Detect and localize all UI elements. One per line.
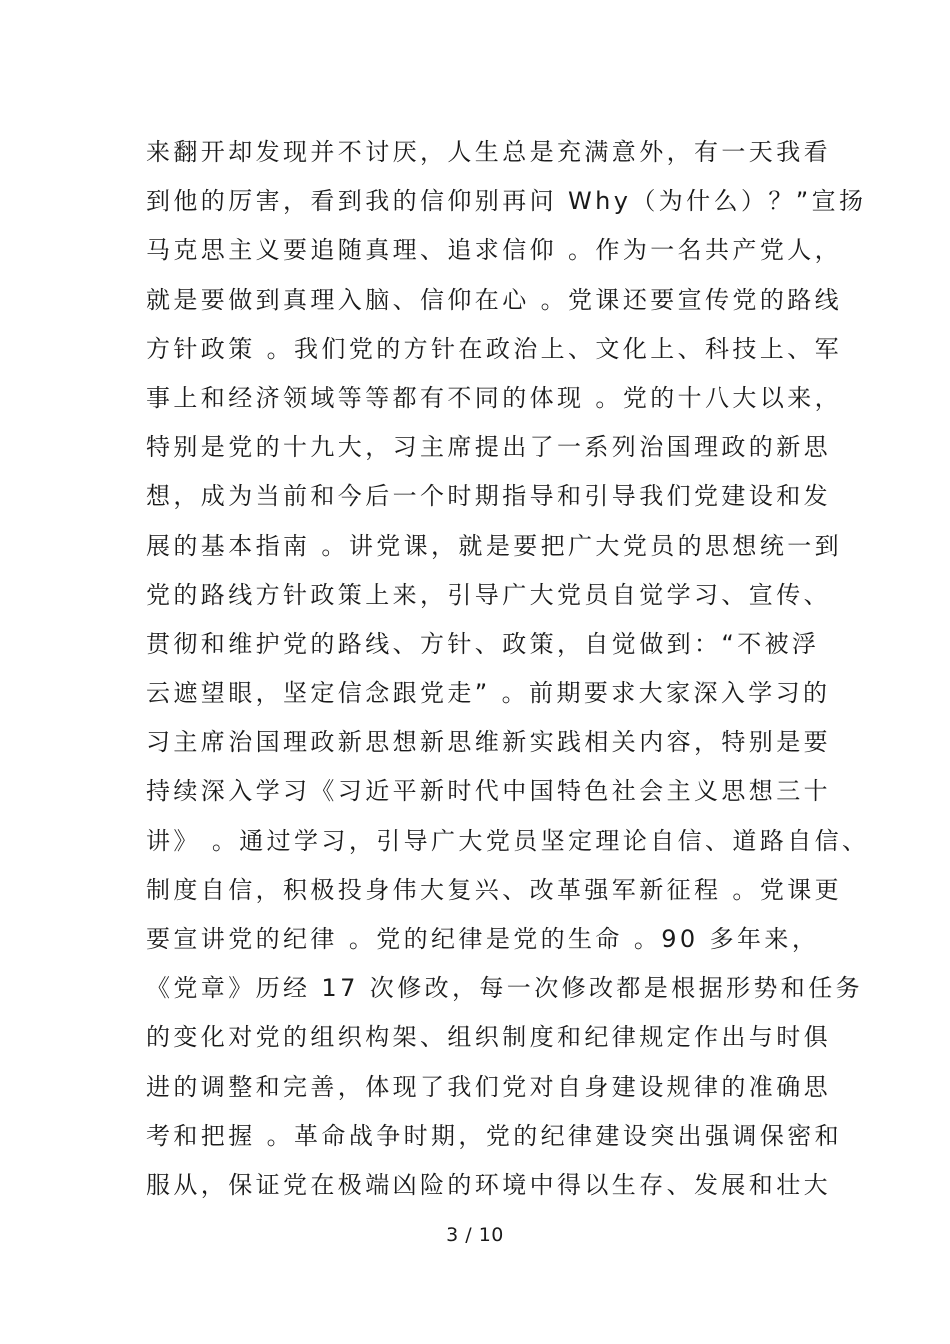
text-line: 的变化对党的组织构架、组织制度和纪律规定作出与时俱 <box>146 1023 831 1052</box>
text-line: 云遮望眼，坚定信念跟党走” 。前期要求大家深入学习的 <box>146 679 831 708</box>
text-line: 事上和经济领域等等都有不同的体现 。党的十八大以来， <box>146 383 843 412</box>
text-line: 想，成为当前和今后一个时期指导和引导我们党建设和发 <box>146 482 831 511</box>
text-line: 方针政策 。我们党的方针在政治上、文化上、科技上、军 <box>146 334 843 363</box>
text-line: 制度自信，积极投身伟大复兴、改革强军新征程 。党课更 <box>146 875 843 904</box>
text-line: 《党章》历经 17 次修改，每一次修改都是根据形势和任务 <box>146 974 863 1003</box>
text-line: 考和把握 。革命战争时期，党的纪律建设突出强调保密和 <box>146 1121 843 1150</box>
text-line: 到他的厉害，看到我的信仰别再问 Why（为什么）？”宣扬 <box>146 187 867 216</box>
text-line: 特别是党的十九大，习主席提出了一系列治国理政的新思 <box>146 433 831 462</box>
text-line: 服从，保证党在极端凶险的环境中得以生存、发展和壮大 <box>146 1170 831 1199</box>
text-line: 马克思主义要追随真理、追求信仰 。作为一名共产党人， <box>146 236 843 265</box>
text-line: 展的基本指南 。讲党课，就是要把广大党员的思想统一到 <box>146 531 843 560</box>
text-line: 要宣讲党的纪律 。党的纪律是党的生命 。90 多年来， <box>146 925 820 953</box>
body-text <box>146 128 870 1210</box>
page-number: 3 / 10 <box>446 1224 504 1246</box>
text-line: 持续深入学习《习近平新时代中国特色社会主义思想三十 <box>146 777 831 806</box>
text-line: 贯彻和维护党的路线、方针、政策，自觉做到：“不被浮 <box>146 629 820 658</box>
text-line: 党的路线方针政策上来，引导广大党员自觉学习、宣传、 <box>146 580 831 609</box>
text-line: 进的调整和完善，体现了我们党对自身建设规律的准确思 <box>146 1072 831 1101</box>
text-line: 习主席治国理政新思想新思维新实践相关内容，特别是要 <box>146 728 831 757</box>
text-line: 来翻开却发现并不讨厌，人生总是充满意外，有一天我看 <box>146 138 831 166</box>
text-line: 讲》 。通过学习，引导广大党员坚定理论自信、道路自信、 <box>146 826 870 855</box>
text-line: 就是要做到真理入脑、信仰在心 。党课还要宣传党的路线 <box>146 285 843 314</box>
